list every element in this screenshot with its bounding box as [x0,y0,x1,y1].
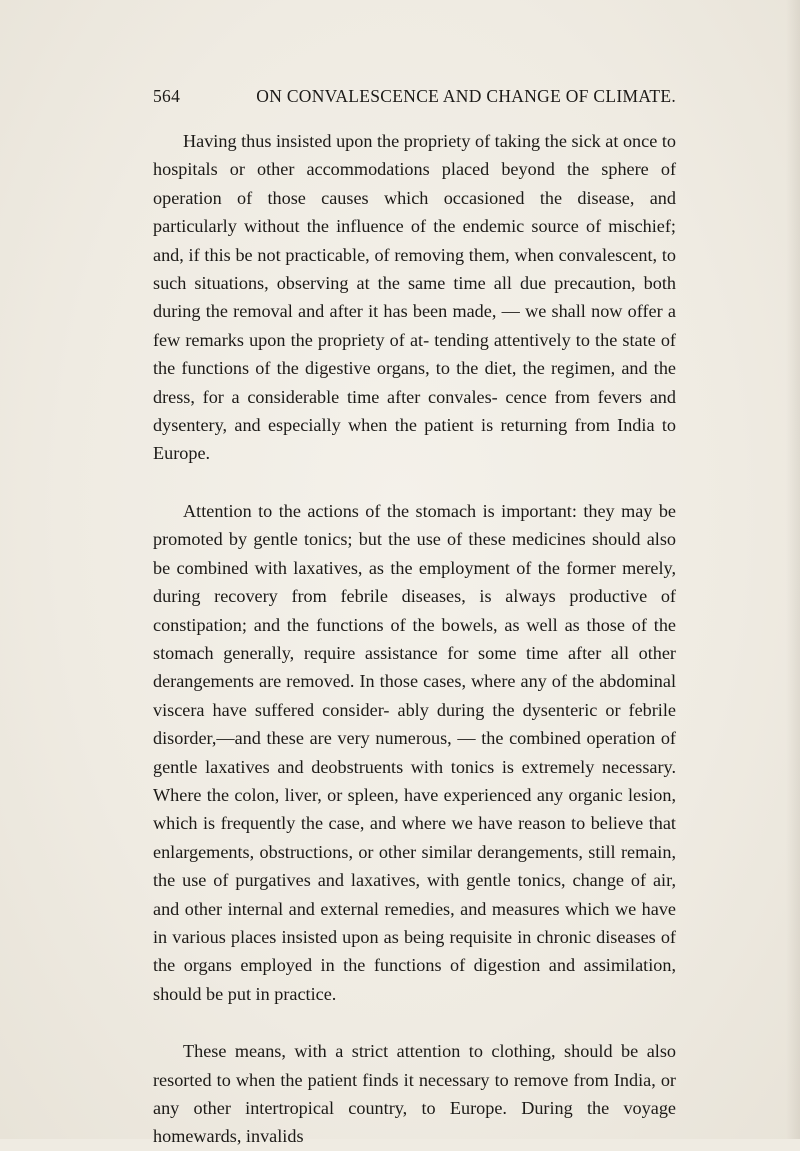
page-number: 564 [153,86,181,106]
paragraph: These means, with a strict attention to clothing, should be also resorted to when the patient finds it necessary to remove from India, or any other intertropical country, to Europe. During the voyage homewards, invalids [153,1041,676,1147]
page-header [153,86,676,114]
running-head: ON CONVALESCENCE AND CHANGE OF CLIMATE. [256,86,676,106]
page-edge-shadow [786,0,800,1139]
paragraph: Attention to the actions of the stomach is important: they may be promoted by gentle tonics; but the use of these medicines should also be combined with laxatives, as the employment of the former merely, during recovery from febrile diseases, is always productive of constipation; and the functions of the bowels, as well as those of the stomach generally, require assistance for some time after all other derangements are removed. In those cases, where any of the abdominal viscera have suffered consider- ably during the dysenteric or febrile disorder,—and these are very numerous, — the combined operation of gentle laxatives and deobstruents with tonics is extremely necessary. Where the colon, liver, or spleen, have experienced any organic lesion, which is frequently the case, and where we have reason to believe that enlargements, obstructions, or other similar derangements, still remain, the use of purgatives and laxatives, with gentle tonics, change of air, and other internal and external remedies, and measures which we have in various places insisted upon as being requisite in chronic diseases of the organs employed in the functions of digestion and assimilation, should be put in practice. [153,500,676,1004]
body-text [153,127,676,1151]
paragraph: Having thus insisted upon the propriety of taking the sick at once to hospitals or other accommodations placed beyond the sphere of operation of those causes which occasioned the disease, and particularly without the influence of the endemic source of mischief; and, if this be not practicable, of removing them, when convalescent, to such situations, observing at the same time all due precaution, both during the removal and after it has been made, — we shall now offer a few remarks upon the propriety of at- tending attentively to the state of the functions of the digestive organs, to the diet, the regimen, and the dress, for a considerable time after convales- cence from fevers and dysentery, and especially when the patient is returning from India to Europe. [153,131,676,464]
